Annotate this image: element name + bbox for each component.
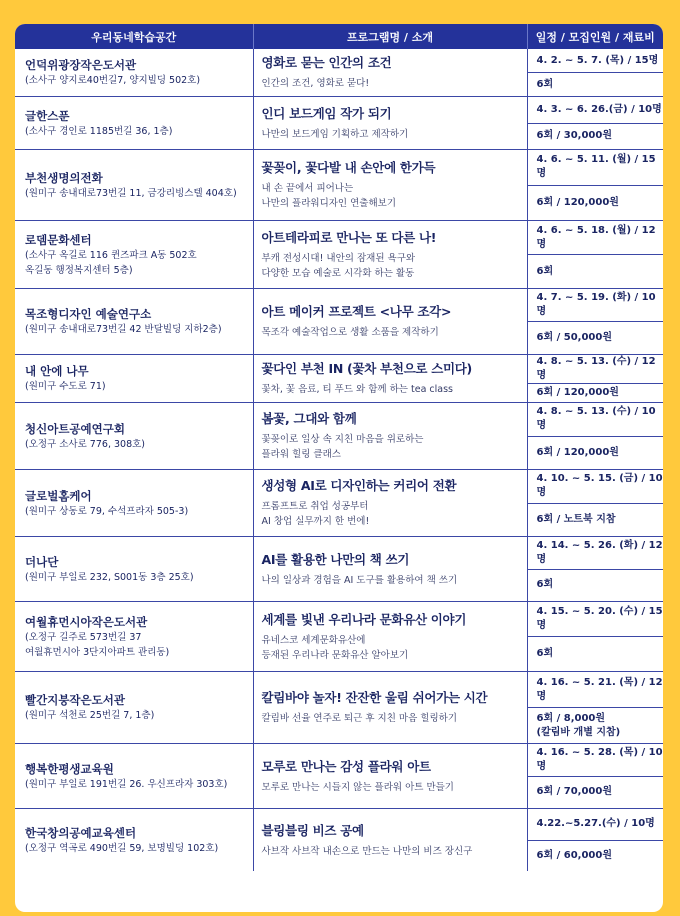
place-cell <box>15 221 253 289</box>
program-title: AI를 활용한 나만의 책 쓰기 <box>261 551 410 567</box>
place-cell <box>15 470 253 537</box>
info-cell <box>527 602 663 672</box>
program-description: 인간의 조건, 영화로 묻다! <box>261 78 370 89</box>
info-cell <box>527 470 663 537</box>
program-description: 내 손 끝에서 피어나는 나만의 플라워디자인 연출해보기 <box>261 183 397 209</box>
program-description: 꽃꽂이로 일상 속 지친 마음을 위로하는 플라워 힐링 클래스 <box>261 434 424 460</box>
place-name: 빨간지붕작은도서관 <box>25 693 125 707</box>
program-cell <box>253 49 527 97</box>
program-description: 사브작 사브작 내손으로 만드는 나만의 비즈 장신구 <box>261 845 473 857</box>
place-address: (소사구 옥길로 116 퀸즈파크 A동 502호 옥길동 행정복지센터 5층) <box>25 249 197 276</box>
table-row <box>15 602 663 672</box>
place-cell <box>15 602 253 672</box>
sessions-fee: 6회 / 120,000원 <box>536 446 619 458</box>
sessions-fee: 6회 <box>536 579 554 591</box>
program-title: 꽃다인 부천 IN (꽃차 부천으로 스미다) <box>261 361 472 376</box>
table-row <box>15 744 663 809</box>
schedule-capacity: 4. 8. ~ 5. 13. (수) / 12명 <box>528 355 664 384</box>
sessions-fee: 6회 <box>536 78 554 90</box>
sessions-fee: 6회 / 50,000원 <box>536 332 612 343</box>
info-cell <box>527 403 663 470</box>
schedule-capacity: 4. 16. ~ 5. 28. (목) / 10명 <box>528 744 664 777</box>
schedule-capacity: 4. 15. ~ 5. 20. (수) / 15명 <box>528 602 664 637</box>
info-cell <box>527 49 663 97</box>
program-title: 세계를 빛낸 우리나라 문화유산 이야기 <box>261 611 467 627</box>
program-description: 부캐 전성시대! 내안의 잠재된 욕구와 다양한 모습 예술로 시각화 하는 활동 <box>261 252 416 279</box>
sessions-fee: 6회 <box>536 265 554 277</box>
program-title: 인디 보드게임 작가 되기 <box>261 105 392 121</box>
info-cell <box>527 355 663 403</box>
sessions-fee: 6회 / 120,000원 <box>536 387 619 398</box>
program-title: 꽃꽂이, 꽃다발 내 손안에 한가득 <box>261 160 436 175</box>
table-row <box>15 470 663 537</box>
program-description: 모루로 만나는 시들지 않는 플라워 아트 만들기 <box>261 781 454 793</box>
header-place: 우리동네학습공간 <box>15 24 253 49</box>
place-cell <box>15 355 253 403</box>
table-row <box>15 289 663 355</box>
place-cell <box>15 150 253 221</box>
schedule-capacity: 4. 3. ~ 6. 26.(금) / 10명 <box>528 97 664 124</box>
place-name: 목조형디자인 예술연구소 <box>25 307 152 321</box>
place-name: 글한스푼 <box>25 108 70 123</box>
place-name: 행복한평생교육원 <box>25 761 114 776</box>
table-header-row <box>15 24 663 49</box>
table-row <box>15 537 663 602</box>
place-address: (원미구 송내대로73번길 42 반달빌딩 지하2층) <box>25 324 222 335</box>
place-cell <box>15 97 253 150</box>
program-description: 프롬프트로 취업 성공부터 AI 창업 실무까지 한 번에! <box>261 501 370 527</box>
place-address: (오정구 길주로 573번길 37 여월휴먼시아 3단지아파트 관리동) <box>25 631 170 658</box>
sessions-fee: 6회 <box>536 648 554 659</box>
schedule-capacity: 4. 6. ~ 5. 18. (월) / 12명 <box>528 221 664 255</box>
place-name: 내 안에 나무 <box>25 364 89 378</box>
place-address: (원미구 부일로 232, S001동 3층 25호) <box>25 571 194 583</box>
program-cell <box>253 97 527 150</box>
program-description: 목조각 예술작업으로 생활 소품을 제작하기 <box>261 327 439 338</box>
sessions-fee: 6회 / 30,000원 <box>536 130 612 142</box>
program-cell <box>253 289 527 355</box>
place-name: 부천생명의전화 <box>25 170 103 185</box>
table-row <box>15 49 663 97</box>
place-address: (원미구 수도로 71) <box>25 381 106 392</box>
place-address: (소사구 경인로 1185번길 36, 1층) <box>25 125 173 137</box>
place-cell <box>15 403 253 470</box>
table-row <box>15 150 663 221</box>
sessions-fee: 6회 / 120,000원 <box>536 196 619 208</box>
program-cell <box>253 602 527 672</box>
sessions-fee: 6회 / 70,000원 <box>536 786 612 798</box>
program-cell <box>253 537 527 602</box>
program-title: 생성형 AI로 디자인하는 커리어 전환 <box>261 478 457 493</box>
program-title: 칼림바야 놀자! 잔잔한 울림 쉬어가는 시간 <box>261 690 488 705</box>
sessions-fee: 6회 / 노트북 지참 <box>536 513 616 525</box>
place-cell <box>15 289 253 355</box>
program-title: 아트테라피로 만나는 또 다른 나! <box>261 229 437 245</box>
info-cell <box>527 537 663 602</box>
place-address: (오정구 역곡로 490번길 59, 보명빌딩 102호) <box>25 842 219 854</box>
sessions-fee: 6회 / 8,000원 (칼림바 개별 지참) <box>536 712 621 738</box>
table-row <box>15 221 663 289</box>
header-info: 일정 / 모집인원 / 재료비 <box>527 24 663 49</box>
program-table <box>15 24 663 871</box>
program-title: 모루로 만나는 감성 플라워 아트 <box>261 758 431 774</box>
table-row <box>15 355 663 403</box>
program-description: 나만의 보드게임 기획하고 제작하기 <box>261 128 409 140</box>
schedule-capacity: 4. 2. ~ 5. 7. (목) / 15명 <box>528 49 664 73</box>
schedule-capacity: 4. 16. ~ 5. 21. (목) / 12명 <box>528 672 664 708</box>
info-cell <box>527 97 663 150</box>
info-cell <box>527 289 663 355</box>
table-row <box>15 809 663 872</box>
program-cell <box>253 470 527 537</box>
place-name: 언덕위광장작은도서관 <box>25 58 137 72</box>
program-title: 아트 메이커 프로젝트 <나무 조각> <box>261 304 452 319</box>
program-cell <box>253 744 527 809</box>
info-cell <box>527 150 663 221</box>
info-cell <box>527 221 663 289</box>
place-address: (원미구 송내대로73번길 11, 금강리빙스텔 404호) <box>25 187 237 199</box>
info-cell <box>527 672 663 744</box>
place-name: 더나단 <box>25 554 59 569</box>
program-cell <box>253 150 527 221</box>
program-cell <box>253 221 527 289</box>
program-title: 영화로 묻는 인간의 조건 <box>261 55 392 70</box>
info-cell <box>527 809 663 872</box>
sessions-fee: 6회 / 60,000원 <box>536 849 612 861</box>
program-cell <box>253 355 527 403</box>
program-description: 꽃차, 꽃 음료, 티 푸드 와 함께 하는 tea class <box>261 384 453 395</box>
schedule-capacity: 4.22.~5.27.(수) / 10명 <box>528 809 664 841</box>
table-row <box>15 672 663 744</box>
place-cell <box>15 744 253 809</box>
program-cell <box>253 672 527 744</box>
place-address: (소사구 양지로40번길7, 양지빌딩 502호) <box>25 75 201 86</box>
schedule-capacity: 4. 7. ~ 5. 19. (화) / 10명 <box>528 289 664 322</box>
schedule-capacity: 4. 8. ~ 5. 13. (수) / 10명 <box>528 403 664 437</box>
place-cell <box>15 49 253 97</box>
program-cell <box>253 403 527 470</box>
place-name: 여월휴먼시아작은도서관 <box>25 614 148 629</box>
place-cell <box>15 537 253 602</box>
place-cell <box>15 672 253 744</box>
program-table-card <box>15 24 663 912</box>
schedule-capacity: 4. 6. ~ 5. 11. (월) / 15명 <box>528 150 664 186</box>
program-description: 유네스코 세계문화유산에 등재된 우리나라 문화유산 알아보기 <box>261 634 409 661</box>
place-address: (오정구 소사로 776, 308호) <box>25 438 145 450</box>
program-title: 블링블링 비즈 공예 <box>261 822 364 838</box>
place-name: 로뎀문화센터 <box>25 232 92 247</box>
place-name: 한국창의공예교육센터 <box>25 825 137 840</box>
info-cell <box>527 744 663 809</box>
schedule-capacity: 4. 10. ~ 5. 15. (금) / 10명 <box>528 470 664 504</box>
place-name: 글로벌홈케어 <box>25 488 92 503</box>
place-cell <box>15 809 253 872</box>
table-row <box>15 97 663 150</box>
program-description: 칼림바 선율 연주로 퇴근 후 지친 마음 힐링하기 <box>261 713 458 724</box>
place-address: (원미구 부일로 191번길 26. 우신프라자 303호) <box>25 778 228 790</box>
program-cell <box>253 809 527 872</box>
table-row <box>15 403 663 470</box>
program-title: 봄꽃, 그대와 함께 <box>261 411 357 426</box>
schedule-capacity: 4. 14. ~ 5. 26. (화) / 12명 <box>528 537 664 570</box>
place-address: (원미구 석천로 25번길 7, 1층) <box>25 710 155 721</box>
place-name: 청신아트공예연구회 <box>25 421 125 436</box>
program-description: 나의 일상과 경험을 AI 도구를 활용하여 책 쓰기 <box>261 574 458 586</box>
header-program: 프로그램명 / 소개 <box>253 24 527 49</box>
place-address: (원미구 상동로 79, 수석프라자 505-3) <box>25 505 189 517</box>
